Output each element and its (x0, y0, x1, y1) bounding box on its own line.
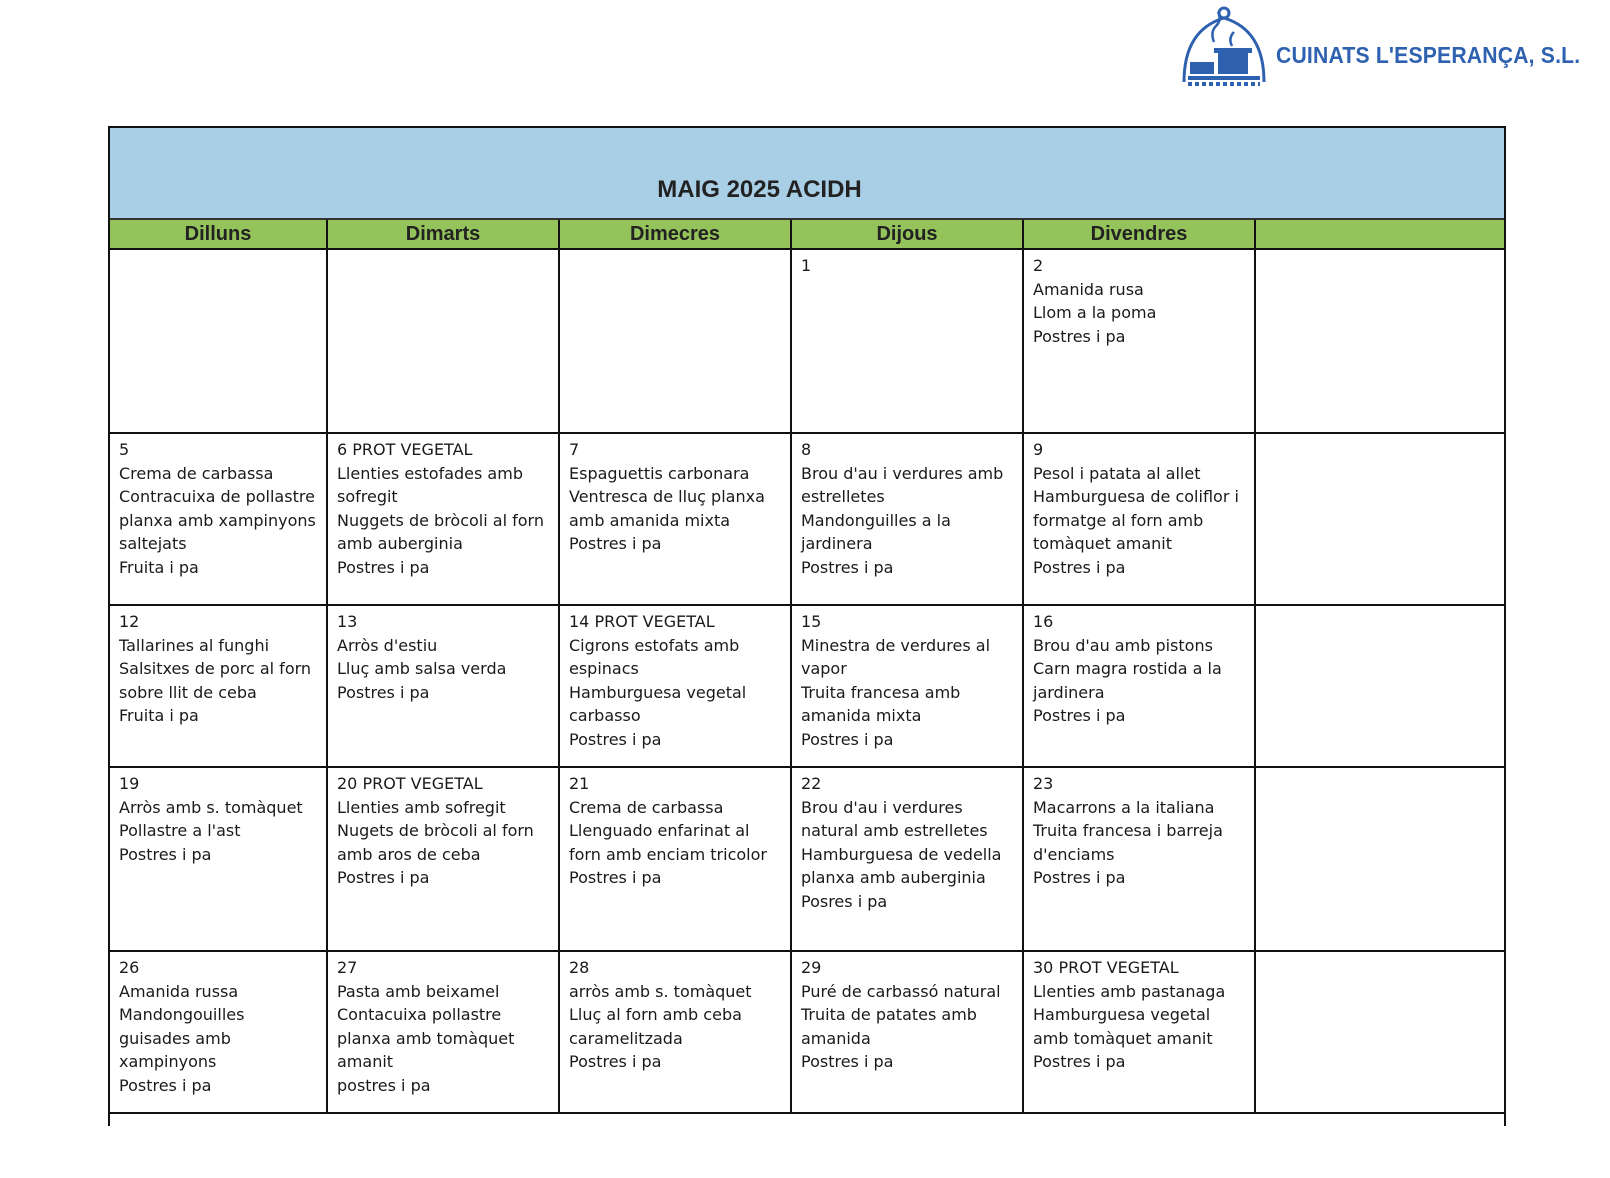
day-cell-content (792, 952, 1022, 1078)
menu-item: Postres i pa (337, 557, 430, 577)
week-row (110, 767, 1506, 951)
cooking-pot-under-cloche-icon (1176, 2, 1272, 92)
menu-item: Arròs d'estiu (337, 635, 438, 655)
day-cell (559, 767, 791, 951)
day-number: 16 (1033, 612, 1054, 631)
menu-item: Arròs amb s. tomàquet (119, 797, 303, 817)
menu-item: Truita francesa amb amanida mixta (801, 682, 961, 725)
menu-item: Postres i pa (801, 729, 894, 749)
menu-item: Espaguettis carbonara (569, 463, 750, 483)
day-number: 21 (569, 774, 590, 793)
menu-item: Llenguado enfarinat al forn amb enciam tricolor (569, 821, 767, 864)
week-row (110, 605, 1506, 767)
menu-item: Postres i pa (1033, 868, 1126, 887)
day-number: 14 PROT VEGETAL (569, 612, 715, 631)
menu-item: Fruita i pa (119, 557, 199, 577)
day-cell (110, 951, 327, 1113)
menu-item: Postres i pa (569, 1052, 662, 1071)
day-cell-content (328, 434, 558, 583)
menu-item: Llenties amb pastanaga (1033, 981, 1226, 1001)
day-cell-content (328, 768, 558, 894)
day-cell-content (560, 250, 790, 258)
day-cell (1255, 605, 1506, 767)
week-row (110, 951, 1506, 1113)
day-cell (1255, 249, 1506, 433)
day-cell-content (792, 768, 1022, 917)
menu-item: Amanida rusa (1033, 279, 1144, 299)
day-cell-content (560, 434, 790, 560)
menu-item: Contacuixa pollastre planxa amb tomàquet amanit (337, 1005, 515, 1071)
day-cell (559, 951, 791, 1113)
menu-item: Postres i pa (119, 844, 212, 864)
day-number: 22 (801, 774, 822, 793)
day-cell-content (110, 606, 326, 732)
day-cell-content (1024, 606, 1254, 732)
menu-item: Cigrons estofats amb espinacs (569, 635, 740, 678)
day-header: Dimecres (559, 220, 791, 249)
day-cell-content (1256, 250, 1506, 258)
day-cell-content (110, 952, 326, 1101)
day-cell (791, 767, 1023, 951)
day-cell-content (110, 434, 326, 583)
day-number: 29 (801, 958, 822, 977)
day-cell-content (1024, 952, 1254, 1078)
day-header (1255, 220, 1506, 249)
day-cell (1023, 249, 1255, 433)
menu-item: Hamburguesa de vedella planxa amb auberginia (801, 844, 1002, 887)
day-cell (110, 767, 327, 951)
day-number: 27 (337, 958, 358, 977)
menu-item: Brou d'au i verdures natural amb estrelletes (801, 797, 988, 840)
menu-item: Pasta amb beixamel (337, 981, 500, 1001)
calendar-title: MAIG 2025 ACIDH (657, 176, 862, 203)
day-cell (327, 951, 559, 1113)
day-cell (791, 605, 1023, 767)
day-cell-content (1256, 434, 1506, 442)
day-number: 6 PROT VEGETAL (337, 440, 473, 459)
day-cell (791, 951, 1023, 1113)
day-cell-content (110, 768, 326, 870)
menu-item: Posres i pa (801, 891, 888, 911)
day-cell (559, 605, 791, 767)
day-cell-content (110, 250, 326, 258)
day-cell-content (1256, 952, 1506, 960)
menu-item: Postres i pa (1033, 557, 1126, 577)
day-cell-content (328, 952, 558, 1101)
menu-item: Fruita i pa (119, 706, 199, 725)
day-cell-content (328, 250, 558, 258)
day-number: 2 (1033, 256, 1044, 275)
day-cell (1023, 605, 1255, 767)
menu-item: Postres i pa (1033, 706, 1126, 725)
day-number: 26 (119, 958, 140, 977)
menu-item: postres i pa (337, 1075, 431, 1095)
menu-item: Ventresca de lluç planxa amb amanida mixta (569, 487, 765, 530)
menu-item: Postres i pa (1033, 326, 1126, 346)
day-cell (559, 249, 791, 433)
day-number: 1 (801, 256, 812, 275)
week-row (110, 249, 1506, 433)
day-cell (791, 249, 1023, 433)
day-cell (1255, 433, 1506, 605)
menu-item: Truita francesa i barreja d'enciams (1033, 821, 1223, 864)
day-cell-content (560, 606, 790, 755)
day-header: Dimarts (327, 220, 559, 249)
day-number: 9 (1033, 440, 1044, 459)
day-cell-content (560, 952, 790, 1078)
menu-item: Brou d'au amb pistons (1033, 635, 1213, 655)
menu-item: Postres i pa (337, 868, 430, 887)
menu-item: Nugets de bròcoli al forn amb aros de ceba (337, 821, 534, 864)
menu-item: Postres i pa (569, 534, 662, 553)
week-row (110, 433, 1506, 605)
day-number: 28 (569, 958, 590, 977)
day-cell (791, 433, 1023, 605)
day-cell-content (792, 606, 1022, 755)
day-cell (559, 433, 791, 605)
menu-item: Lluç al forn amb ceba caramelitzada (569, 1005, 742, 1048)
menu-item: Crema de carbassa (119, 463, 274, 483)
day-cell-content (792, 434, 1022, 583)
company-name: CUINATS L'ESPERANÇA, S.L. (1276, 42, 1581, 68)
menu-item: Postres i pa (1033, 1052, 1126, 1071)
day-header: Dilluns (110, 220, 327, 249)
menu-item: Mandonguilles a la jardinera (801, 510, 951, 553)
day-cell (327, 249, 559, 433)
menu-item: Macarrons a la italiana (1033, 797, 1215, 817)
day-number: 12 (119, 612, 140, 631)
day-number: 8 (801, 440, 812, 459)
menu-item: Amanida russa (119, 981, 239, 1001)
day-cell-content (1024, 434, 1254, 583)
menu-item: Tallarines al funghi (119, 635, 270, 655)
menu-calendar (108, 126, 1506, 1126)
day-cell (110, 249, 327, 433)
calendar-table (110, 220, 1506, 1114)
day-cell-content (1256, 768, 1506, 776)
menu-item: Pollastre a l'ast (119, 821, 241, 840)
day-cell-content (1024, 768, 1254, 894)
menu-item: Hamburguesa vegetal carbasso (569, 682, 747, 725)
day-number: 7 (569, 440, 580, 459)
day-header-row (110, 220, 1506, 249)
day-cell-content (1256, 606, 1506, 614)
menu-item: arròs amb s. tomàquet (569, 981, 752, 1001)
menu-item: Hamburguesa vegetal amb tomàquet amanit (1033, 1005, 1213, 1048)
menu-item: Minestra de verdures al vapor (801, 635, 991, 678)
day-number: 13 (337, 612, 358, 631)
day-header: Dijous (791, 220, 1023, 249)
day-cell (1023, 433, 1255, 605)
menu-item: Nuggets de bròcoli al forn amb auberginia (337, 510, 544, 553)
day-number: 15 (801, 612, 822, 631)
day-cell (1023, 767, 1255, 951)
day-cell-content (560, 768, 790, 894)
menu-item: Llom a la poma (1033, 303, 1157, 322)
menu-item: Puré de carbassó natural (801, 981, 1001, 1001)
menu-item: Hamburguesa de coliflor i formatge al forn amb tomàquet amanit (1033, 487, 1239, 553)
day-header: Divendres (1023, 220, 1255, 249)
menu-item: Lluç amb salsa verda (337, 659, 507, 678)
day-number: 20 PROT VEGETAL (337, 774, 483, 793)
menu-item: Truita de patates amb amanida (801, 1005, 977, 1048)
menu-item: Postres i pa (569, 729, 662, 749)
day-cell-content (792, 250, 1022, 282)
day-cell (1255, 767, 1506, 951)
day-number: 19 (119, 774, 140, 793)
company-logo (1176, 2, 1581, 92)
day-cell-content (1024, 250, 1254, 352)
day-number: 30 PROT VEGETAL (1033, 958, 1179, 977)
menu-item: Crema de carbassa (569, 797, 724, 817)
day-cell (110, 433, 327, 605)
menu-item: Salsitxes de porc al forn sobre llit de ceba (119, 659, 312, 702)
menu-item: Mandongouilles guisades amb xampinyons (119, 1005, 245, 1071)
menu-item: Carn magra rostida a la jardinera (1033, 659, 1222, 702)
day-cell (327, 605, 559, 767)
menu-item: Postres i pa (337, 682, 430, 702)
menu-item: Postres i pa (801, 1052, 894, 1071)
menu-item: Llenties amb sofregit (337, 797, 506, 817)
menu-item: Brou d'au i verdures amb estrelletes (801, 463, 1004, 506)
menu-item: Postres i pa (119, 1075, 212, 1095)
day-cell (1255, 951, 1506, 1113)
day-number: 5 (119, 440, 130, 459)
day-cell-content (328, 606, 558, 708)
day-cell (110, 605, 327, 767)
menu-item: Postres i pa (801, 557, 894, 577)
day-cell (1023, 951, 1255, 1113)
day-cell (327, 433, 559, 605)
day-number: 23 (1033, 774, 1054, 793)
day-cell (327, 767, 559, 951)
menu-item: Llenties estofades amb sofregit (337, 463, 523, 506)
menu-item: Contracuixa de pollastre planxa amb xampinyons saltejats (119, 487, 316, 553)
menu-item: Postres i pa (569, 868, 662, 887)
title-band (110, 128, 1504, 220)
menu-item: Pesol i patata al allet (1033, 463, 1201, 483)
